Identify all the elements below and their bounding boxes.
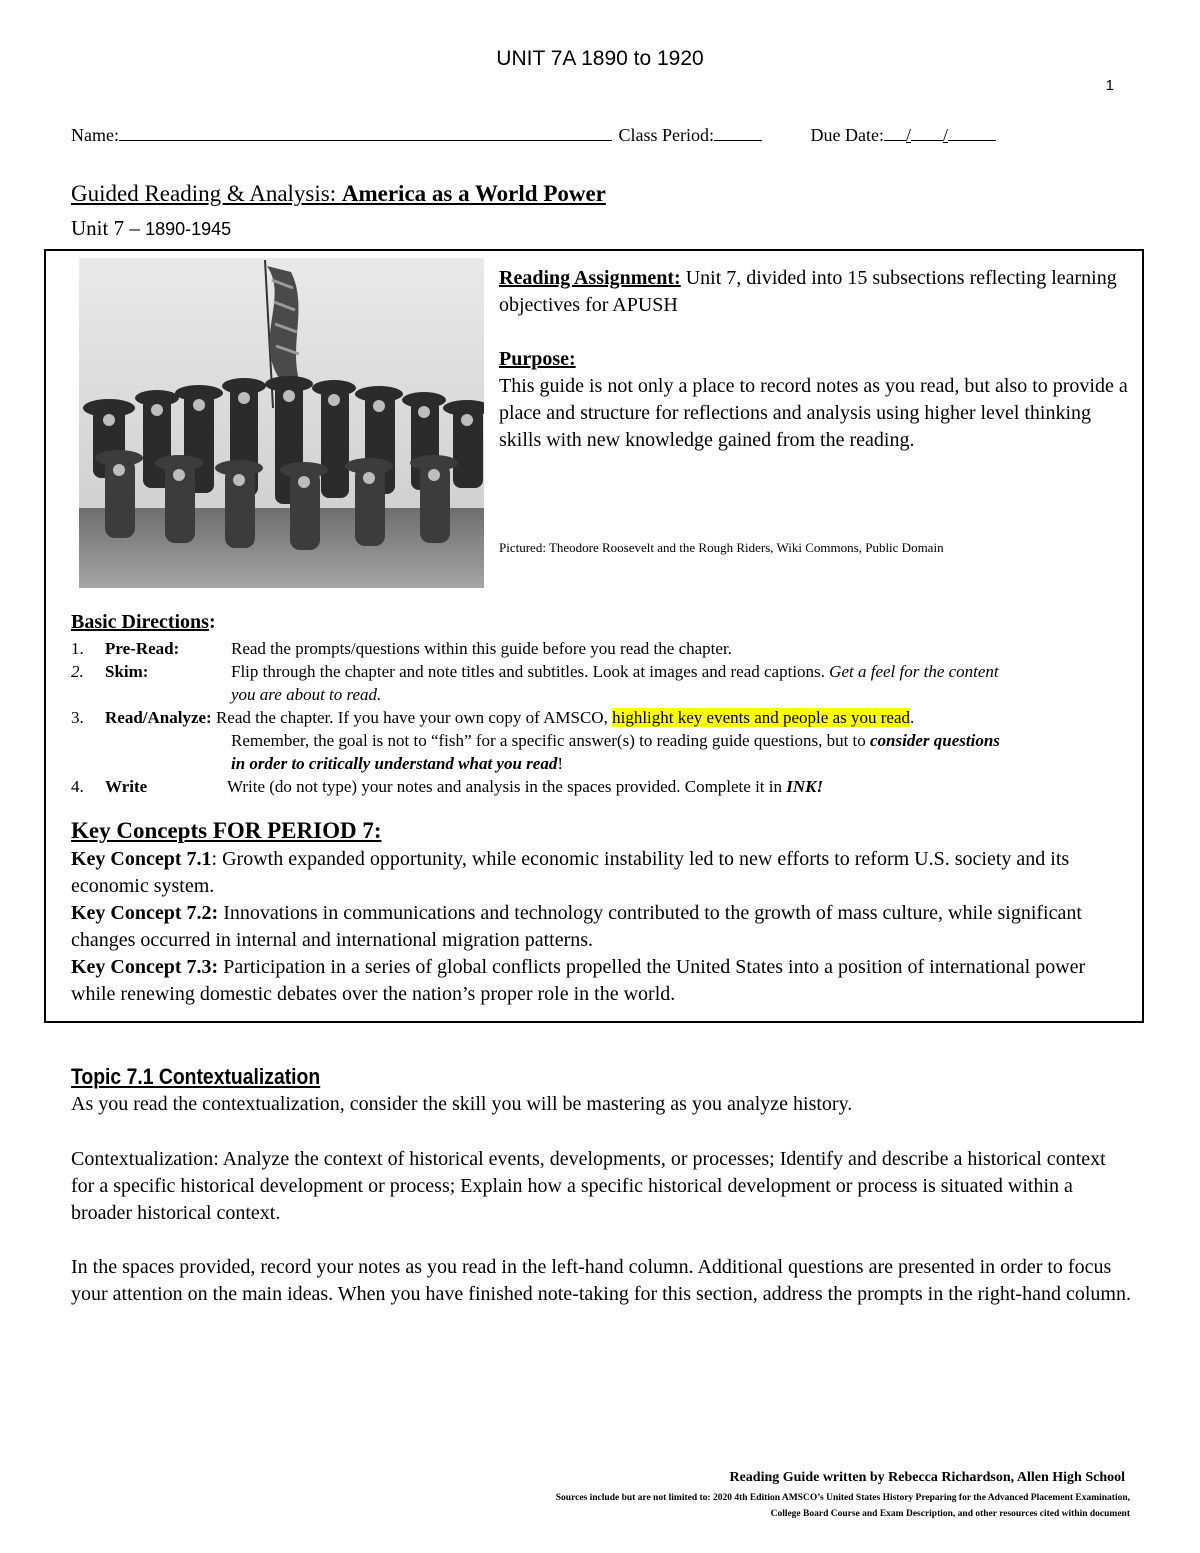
highlighted-text: highlight key events and people as you read	[612, 708, 910, 727]
class-period-label: Class Period:	[618, 125, 714, 145]
unit-dash: –	[124, 216, 146, 240]
reading-assignment-label: Reading Assignment:	[499, 267, 681, 289]
direction-term: Skim:	[105, 662, 149, 681]
guide-title-main: America as a World Power	[341, 181, 606, 206]
name-field[interactable]	[119, 124, 612, 141]
purpose-text: This guide is not only a place to record notes as you read, but also to provide a place and structure for reflections and analysis using higher level thinking skills with new knowledge gained from the reading.	[499, 375, 1128, 451]
reading-assignment-text: Unit 7, divided into 15 subsections reflecting learning objectives for APUSH	[499, 267, 1117, 316]
direction-item: 4. Write Write (do not type) your notes and analysis in the spaces provided. Complete it in INK!	[71, 777, 824, 796]
unit-line	[71, 216, 231, 241]
due-date-separator: /	[905, 125, 911, 145]
direction-item: 2. Skim: Flip through the chapter and note titles and subtitles. Look at images and read captions. Get a feel for the content	[71, 662, 999, 681]
rough-riders-photo-image	[79, 258, 484, 588]
page-header-title: UNIT 7A 1890 to 1920	[496, 47, 704, 70]
footer-credit: Reading Guide written by Rebecca Richardson, Allen High School	[729, 1470, 1125, 1485]
unit-label: Unit 7	[71, 216, 125, 240]
purpose-label-line	[499, 346, 1129, 373]
direction-item: 1. Pre-Read: Read the prompts/questions within this guide before you read the chapter.	[71, 639, 732, 658]
reading-assignment	[499, 265, 1129, 319]
direction-item: 3. Read/Analyze: Read the chapter. If you have your own copy of AMSCO, highlight key events and people as you read.	[71, 708, 915, 727]
topic-paragraph: In the spaces provided, record your notes as you read in the left-hand column. Additional questions are presented in order to focus your attention on the main ideas. When you have finished note-taking for this section, address the prompts in the right-hand column.	[71, 1256, 1131, 1305]
due-day-field[interactable]	[911, 124, 943, 141]
photo-caption: Pictured: Theodore Roosevelt and the Rough Riders, Wiki Commons, Public Domain	[499, 540, 944, 555]
due-date-separator: /	[942, 125, 948, 145]
student-info-row	[71, 124, 996, 146]
due-month-field[interactable]	[884, 124, 906, 141]
topic-paragraph: As you read the contextualization, consider the skill you will be mastering as you analyze history.	[71, 1093, 853, 1115]
topic-paragraph: Contextualization: Analyze the context of historical events, developments, or processes; Identify and describe a historical context for a specific historical development or process; Explain how a specific historical development or process is situated within a broader historical context.	[71, 1148, 1106, 1224]
topic-heading: Topic 7.1 Contextualization	[71, 1064, 321, 1089]
key-concept-item: Key Concept 7.1: Growth expanded opportunity, while economic instability led to new efforts to reform U.S. society and its economic system.	[71, 848, 1070, 897]
name-label: Name:	[71, 125, 119, 145]
rough-riders-photo	[79, 258, 484, 588]
reading-assignment-block	[499, 265, 1129, 454]
direction-term: Write	[105, 777, 148, 796]
key-concept-item: Key Concept 7.3: Participation in a series of global conflicts propelled the United States into a position of international power while renewing domestic debates over the nation’s proper role in the world.	[71, 956, 1086, 1005]
direction-term: Read/Analyze:	[105, 708, 212, 727]
purpose-label: Purpose:	[499, 348, 576, 370]
due-date-label: Due Date:	[810, 125, 884, 145]
direction-term: Pre-Read:	[105, 639, 180, 658]
page-number: 1	[1105, 77, 1114, 94]
key-concept-item: Key Concept 7.2: Innovations in communications and technology contributed to the growth of mass culture, while significant changes occurred in internal and international migration patterns.	[71, 902, 1082, 951]
guide-title-prefix: Guided Reading & Analysis:	[71, 181, 342, 206]
key-concepts-heading: Key Concepts FOR PERIOD 7:	[71, 818, 382, 843]
class-period-field[interactable]	[714, 124, 762, 141]
footer-sources: Sources include but are not limited to: 2020 4th Edition AMSCO’s United States History Preparing for the Advanced Placement Examination, College Board Course and Exam Description, and other resources cited within document	[555, 1493, 1130, 1519]
basic-directions-heading: Basic Directions:	[71, 611, 216, 633]
due-year-field[interactable]	[948, 124, 996, 141]
unit-years: 1890-1945	[145, 219, 232, 239]
guide-title	[71, 181, 606, 207]
